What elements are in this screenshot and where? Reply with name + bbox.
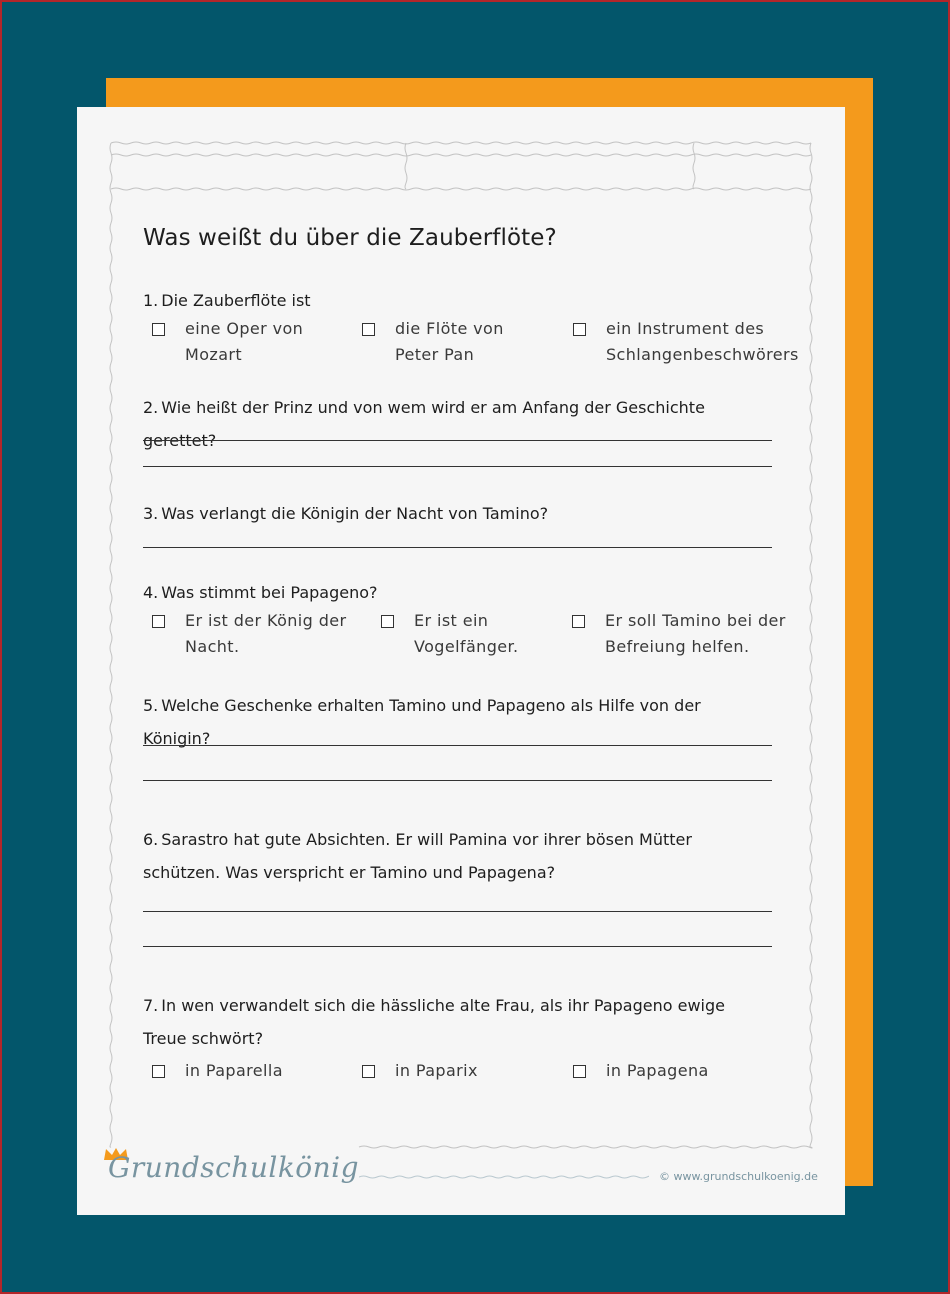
option-line-1: in Papagena: [606, 1061, 709, 1080]
option-line-2: Nacht.: [185, 637, 240, 656]
q1-option-2[interactable]: [362, 316, 565, 368]
checkbox[interactable]: [152, 1065, 165, 1078]
question-text: Wie heißt der Prinz und von wem wird er am Anfang der Geschichte gerettet?: [143, 398, 705, 450]
checkbox[interactable]: [572, 615, 585, 628]
answer-line[interactable]: [143, 946, 772, 947]
checkbox[interactable]: [362, 323, 375, 336]
question-3: [143, 497, 773, 530]
option-line-1: Er soll Tamino bei der: [605, 611, 786, 630]
option-line-2: Peter Pan: [395, 345, 475, 364]
question-number: 4.: [143, 583, 159, 602]
checkbox[interactable]: [381, 615, 394, 628]
answer-line[interactable]: [143, 911, 772, 912]
worksheet-paper: [77, 107, 845, 1215]
option-line-1: ein Instrument des: [606, 319, 765, 338]
option-line-1: in Paparix: [395, 1061, 478, 1080]
option-line-2: Mozart: [185, 345, 243, 364]
answer-line[interactable]: [143, 745, 772, 746]
question-text: Sarastro hat gute Absichten. Er will Pamina vor ihrer bösen Mütter schützen. Was verspricht er Tamino und Papagena?: [143, 830, 692, 882]
question-number: 7.: [143, 996, 159, 1015]
option-line-1: eine Oper von: [185, 319, 304, 338]
option-line-1: die Flöte von: [395, 319, 504, 338]
q4-option-2[interactable]: [381, 608, 584, 660]
question-text: Was stimmt bei Papageno?: [161, 583, 378, 602]
checkbox[interactable]: [573, 323, 586, 336]
question-2: [143, 391, 773, 457]
option-line-1: Er ist ein: [414, 611, 489, 630]
q7-option-1[interactable]: [152, 1058, 355, 1084]
question-7: [143, 989, 773, 1055]
q4-option-3[interactable]: [572, 608, 805, 660]
question-4: [143, 576, 773, 609]
checkbox[interactable]: [573, 1065, 586, 1078]
question-text: Was verlangt die Königin der Nacht von Tamino?: [161, 504, 549, 523]
option-line-1: in Paparella: [185, 1061, 283, 1080]
checkbox[interactable]: [362, 1065, 375, 1078]
worksheet-title: Was weißt du über die Zauberflöte?: [143, 225, 557, 251]
question-number: 6.: [143, 830, 159, 849]
q1-option-1[interactable]: [152, 316, 355, 368]
q4-option-1[interactable]: [152, 608, 365, 660]
answer-line[interactable]: [143, 440, 772, 441]
decorative-wave: [359, 1173, 649, 1181]
checkbox[interactable]: [152, 323, 165, 336]
question-text: In wen verwandelt sich die hässliche alte Frau, als ihr Papageno ewige Treue schwört?: [143, 996, 725, 1048]
brand-logo: Grundschulkönig: [108, 1151, 360, 1184]
question-1: [143, 284, 773, 317]
question-number: 2.: [143, 398, 159, 417]
question-6: [143, 823, 773, 889]
answer-line[interactable]: [143, 547, 772, 548]
checkbox[interactable]: [152, 615, 165, 628]
question-number: 3.: [143, 504, 159, 523]
question-number: 1.: [143, 291, 159, 310]
option-line-2: Vogelfänger.: [414, 637, 519, 656]
q7-option-2[interactable]: [362, 1058, 565, 1084]
option-line-2: Befreiung helfen.: [605, 637, 750, 656]
answer-line[interactable]: [143, 780, 772, 781]
q1-option-3[interactable]: [573, 316, 806, 368]
q7-option-3[interactable]: [573, 1058, 776, 1084]
website-credit: © www.grundschulkoenig.de: [659, 1170, 818, 1183]
question-text: Die Zauberflöte ist: [161, 291, 311, 310]
question-text: Welche Geschenke erhalten Tamino und Papageno als Hilfe von der Königin?: [143, 696, 701, 748]
question-number: 5.: [143, 696, 159, 715]
option-line-1: Er ist der König der: [185, 611, 347, 630]
option-line-2: Schlangenbeschwörers: [606, 345, 799, 364]
answer-line[interactable]: [143, 466, 772, 467]
